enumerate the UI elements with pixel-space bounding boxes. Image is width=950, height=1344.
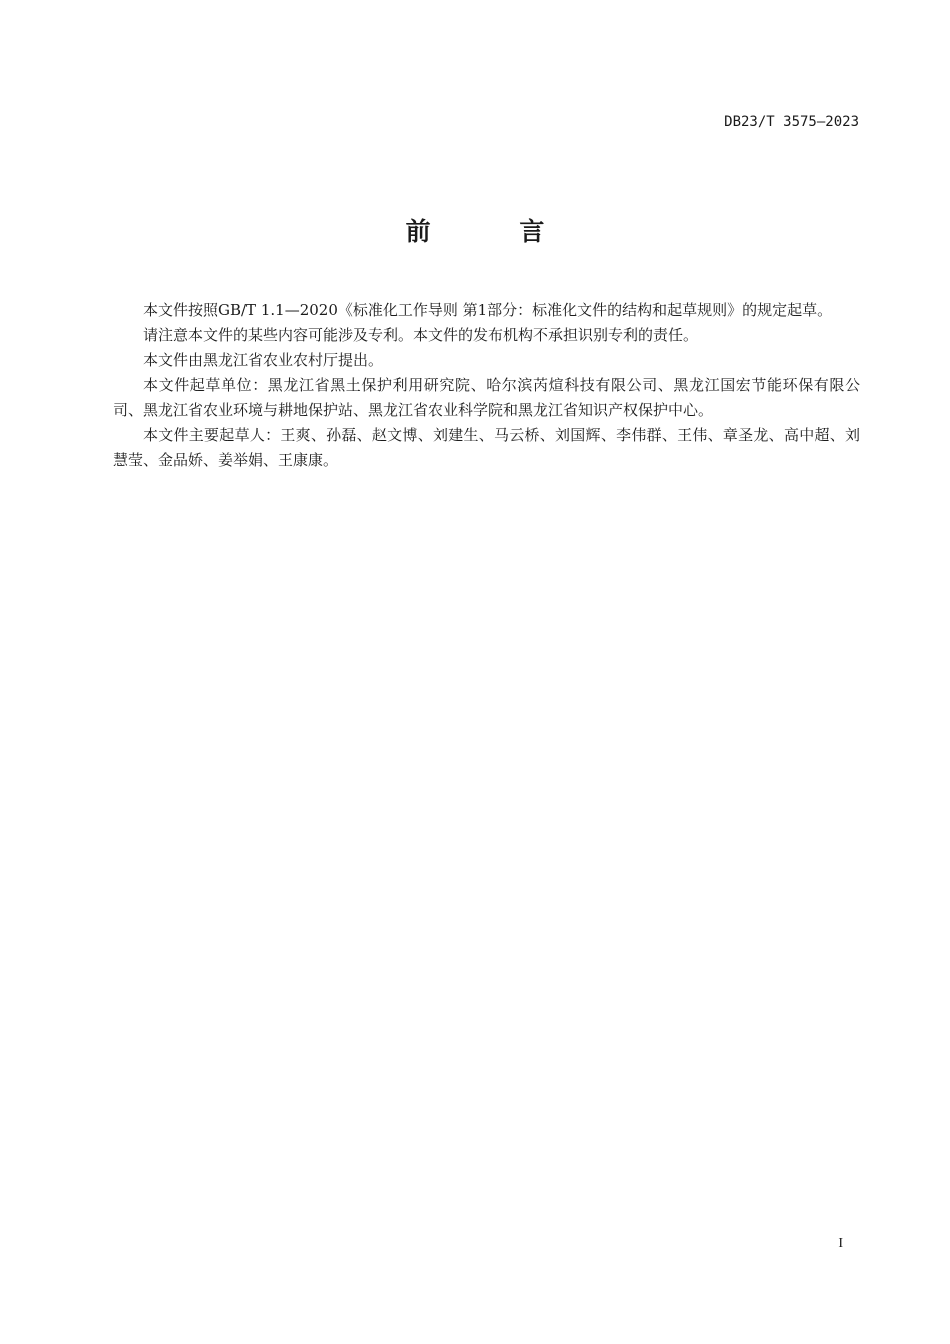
document-code: DB23/T 3575—2023 (724, 114, 859, 130)
paragraph-drafting-basis: 本文件按照GB/T 1.1—2020《标准化工作导则 第1部分：标准化文件的结构和起草规则》的规定起草。 (143, 301, 833, 319)
paragraph-patent-notice: 请注意本文件的某些内容可能涉及专利。本文件的发布机构不承担识别专利的责任。 (143, 326, 699, 344)
paragraph-proposer: 本文件由黑龙江省农业农村厅提出。 (143, 351, 384, 369)
preface-body (113, 298, 860, 473)
page-number: I (838, 1236, 843, 1251)
page-title: 前 言 (405, 217, 585, 246)
paragraph-drafting-units: 本文件起草单位：黑龙江省黑土保护利用研究院、哈尔滨芮煊科技有限公司、黑龙江国宏节能环保有限公司、黑龙江省农业环境与耕地保护站、黑龙江省农业科学院和黑龙江省知识产权保护中心。 (113, 376, 860, 419)
paragraph-drafters: 本文件主要起草人：王爽、孙磊、赵文博、刘建生、马云桥、刘国辉、李伟群、王伟、章圣龙、高中超、刘慧莹、金品娇、姜举娟、王康康。 (113, 426, 860, 469)
